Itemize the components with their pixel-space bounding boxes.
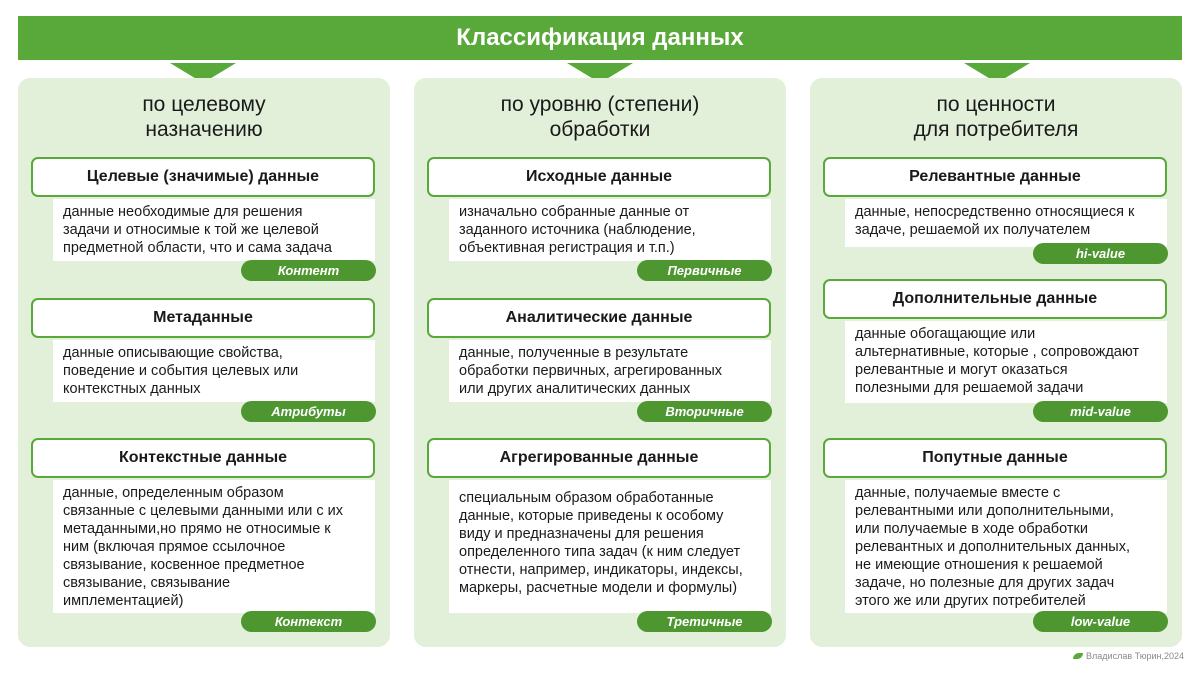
category-heading: Контекстные данные: [31, 438, 375, 478]
column-target-purpose: [18, 78, 390, 647]
author-credit: [1073, 651, 1184, 661]
category-tag: Третичные: [637, 611, 772, 632]
category-heading: Агрегированные данные: [427, 438, 771, 478]
category-heading: Дополнительные данные: [823, 279, 1167, 319]
column-title: по ценности для потребителя: [913, 93, 1079, 141]
category-heading: Релевантные данные: [823, 157, 1167, 197]
category-heading: Аналитические данные: [427, 298, 771, 338]
category-tag: mid-value: [1033, 401, 1168, 422]
column-title: по целевому назначению: [142, 93, 266, 141]
category-description: данные, получаемые вместе с релевантными или дополнительными, или получаемые в ходе обработки релевантных и дополнительных данных, не имеющие отношения к решаемой задаче, но полезные для других задач этого же или других потребителей: [845, 480, 1167, 613]
diagram-title: Классификация данных: [18, 16, 1182, 60]
category-tag: low-value: [1033, 611, 1168, 632]
category-tag: Контент: [241, 260, 376, 281]
column-title: по уровню (степени) обработки: [500, 93, 700, 141]
category-heading: Исходные данные: [427, 157, 771, 197]
category-description: данные необходимые для решения задачи и относимые к той же целевой предметной области, что и сама задача: [53, 199, 375, 261]
column-consumer-value: [810, 78, 1182, 647]
leaf-icon: [1073, 653, 1083, 659]
category-description: данные описывающие свойства, поведение и события целевых или контекстных данных: [53, 340, 375, 402]
category-heading: Метаданные: [31, 298, 375, 338]
category-tag: Первичные: [637, 260, 772, 281]
category-description: данные, непосредственно относящиеся к задаче, решаемой их получателем: [845, 199, 1167, 247]
category-tag: hi-value: [1033, 243, 1168, 264]
column-processing-level: [414, 78, 786, 647]
category-tag: Вторичные: [637, 401, 772, 422]
category-description: изначально собранные данные от заданного источника (наблюдение, объективная регистрация и т.п.): [449, 199, 771, 261]
category-tag: Контекст: [241, 611, 376, 632]
category-tag: Атрибуты: [241, 401, 376, 422]
category-description: данные, определенным образом связанные с целевыми данными или с их метаданными,но прямо не относимые к ним (включая прямое ссылочное связывание, косвенное предметное связывание, связывание имплементацией): [53, 480, 375, 613]
category-description: данные обогащающие или альтернативные, которые , сопровождают релевантные и могут оказаться полезными для решаемой задачи: [845, 321, 1167, 403]
author-credit-text: Владислав Тюрин,2024: [1086, 651, 1184, 661]
category-heading: Целевые (значимые) данные: [31, 157, 375, 197]
category-description: данные, полученные в результате обработки первичных, агрегированных или других аналитических данных: [449, 340, 771, 402]
category-description: специальным образом обработанные данные, которые приведены к особому виду и предназначены для решения определенного типа задач (к ним следует отнести, например, индикаторы, индексы, маркеры, расчетные модели и формулы): [449, 480, 771, 613]
category-heading: Попутные данные: [823, 438, 1167, 478]
